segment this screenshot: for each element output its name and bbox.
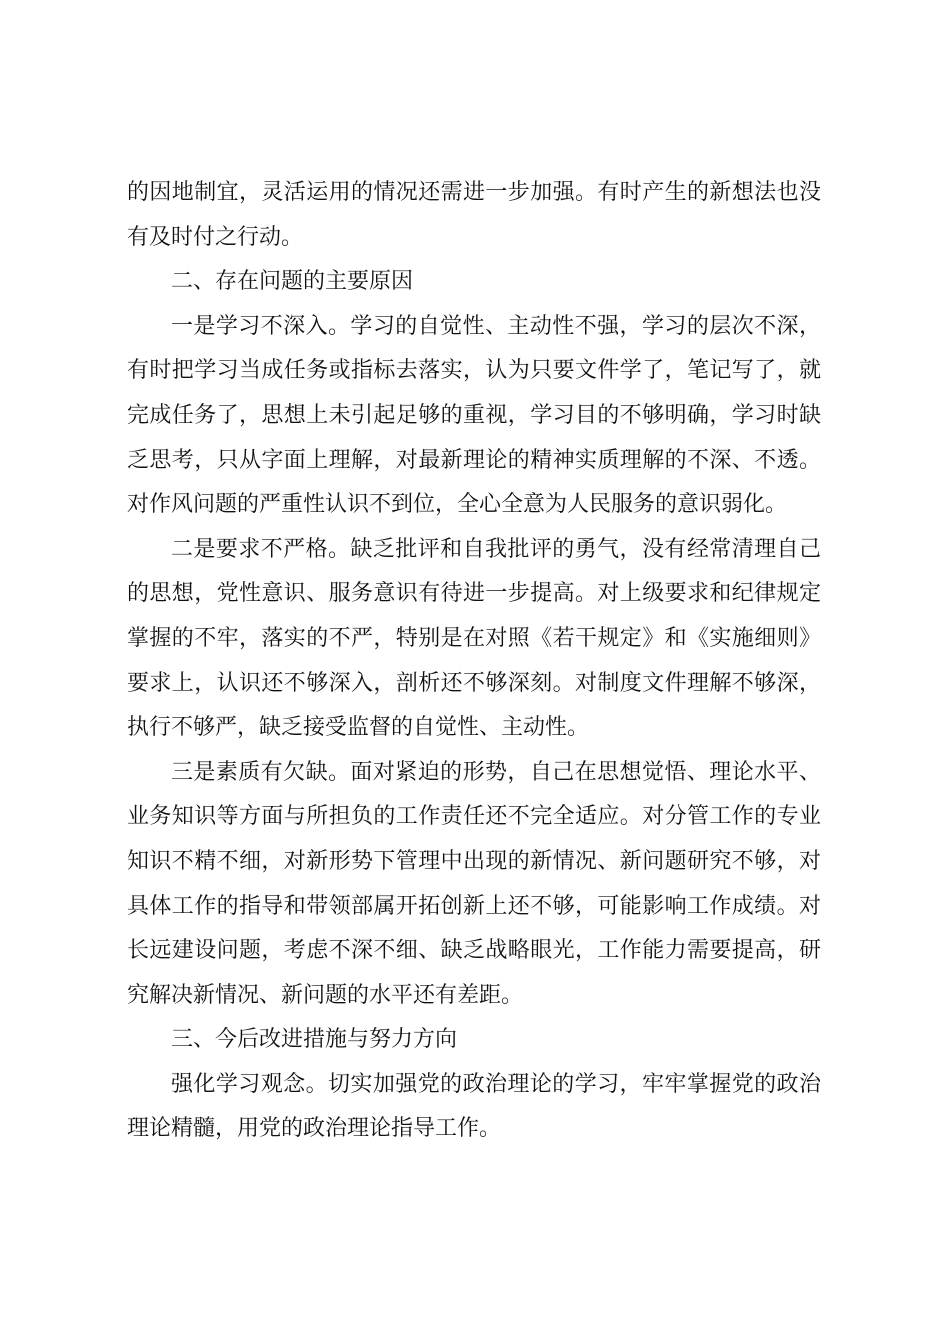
section-heading-improvements: 三、今后改进措施与努力方向	[171, 1027, 458, 1053]
paragraph-study-not-deep: 一是学习不深入。学习的自觉性、主动性不强，学习的层次不深，有时把学习当成任务或指标去落实，认为只要文件学了，笔记写了，就完成任务了，思想上未引起足够的重视，学习目的不够明确，学习时缺乏思考，只从字面上理解，对最新理论的精神实质理解的不深、不透。对作风问题的严重性认识不到位，全心全意为人民服务的意识弱化。	[127, 313, 821, 518]
paragraph-quality-lacking: 三是素质有欠缺。面对紧迫的形势，自己在思想觉悟、理论水平、业务知识等方面与所担负的工作责任还不完全适应。对分管工作的专业知识不精不细，对新形势下管理中出现的新情况、新问题研究不够，对具体工作的指导和带领部属开拓创新上还不够，可能影响工作成绩。对长远建设问题，考虑不深不细、缺乏战略眼光，工作能力需要提高，研究解决新情况、新问题的水平还有差距。	[127, 759, 821, 1008]
document-body	[127, 171, 821, 1152]
continuation-paragraph: 的因地制宜，灵活运用的情况还需进一步加强。有时产生的新想法也没有及时付之行动。	[127, 180, 821, 250]
paragraph-requirements-not-strict: 二是要求不严格。缺乏批评和自我批评的勇气，没有经常清理自己的思想，党性意识、服务意识有待进一步提高。对上级要求和纪律规定掌握的不牢，落实的不严，特别是在对照《若干规定》和《实施细则》要求上，认识还不够深入，剖析还不够深刻。对制度文件理解不够深，执行不够严，缺乏接受监督的自觉性、主动性。	[127, 536, 821, 741]
section-heading-causes: 二、存在问题的主要原因	[171, 269, 414, 295]
paragraph-strengthen-study: 强化学习观念。切实加强党的政治理论的学习，牢牢掌握党的政治理论精髓，用党的政治理论指导工作。	[127, 1071, 821, 1142]
